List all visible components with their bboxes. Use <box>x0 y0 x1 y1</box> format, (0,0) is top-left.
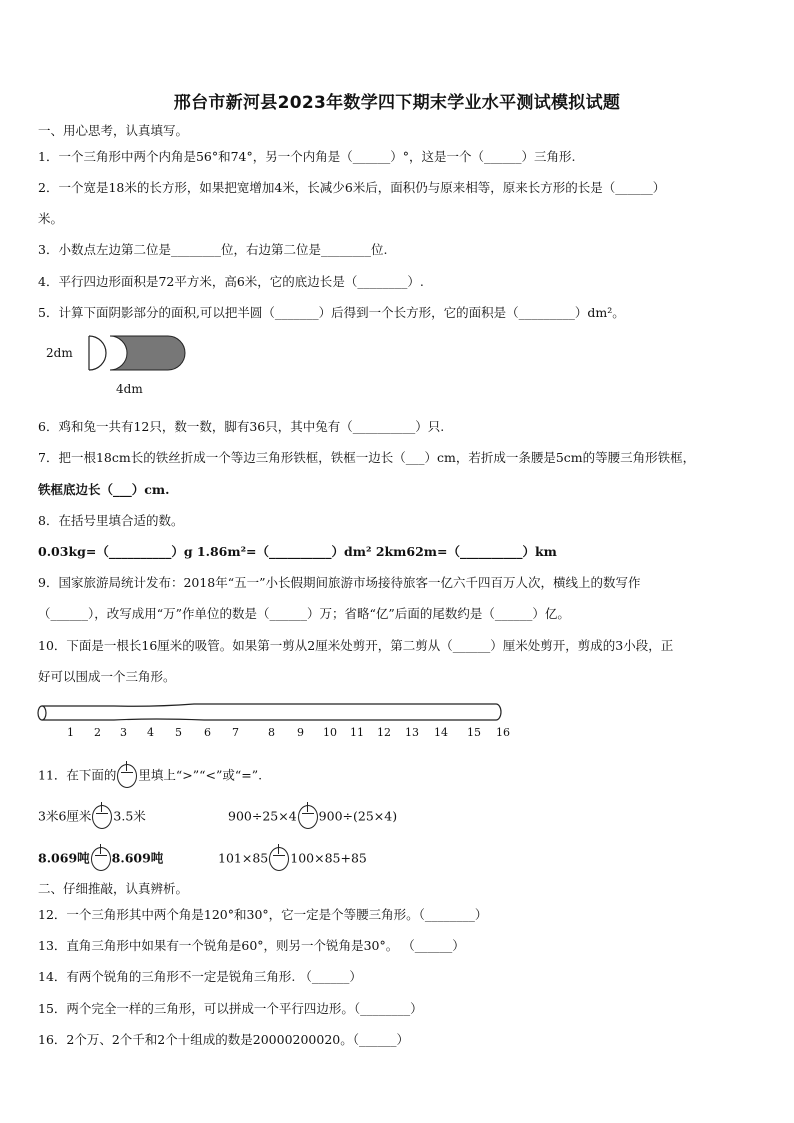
ruler-tick-12: 12 <box>377 726 391 739</box>
compare-circle-icon <box>117 764 137 788</box>
ruler-tick-2: 2 <box>94 726 101 739</box>
question-10-line-2: 好可以围成一个三角形。 <box>38 669 176 684</box>
section-2-heading: 二、仔细推敲，认真辨析。 <box>38 881 189 896</box>
question-6: 6．鸡和兔一共有12只，数一数，脚有36只，其中兔有（__________）只. <box>38 419 445 434</box>
compare-circle-icon[interactable] <box>92 805 112 829</box>
page-title: 邢台市新河县2023年数学四下期末学业水平测试模拟试题 <box>173 93 621 113</box>
question-14: 14．有两个锐角的三角形不一定是锐角三角形. （______） <box>38 969 362 984</box>
question-13: 13．直角三角形中如果有一个锐角是60°，则另一个锐角是30°。 （______） <box>38 938 465 953</box>
compare-circle-icon[interactable] <box>269 847 289 871</box>
question-16: 16．2个万、2个千和2个十组成的数是20000200020。（______） <box>38 1032 409 1047</box>
ruler-tick-10: 10 <box>323 726 337 739</box>
compare-4-right: 100×85+85 <box>290 850 367 866</box>
question-9-line-2: （______），改写成用“万”作单位的数是（______）万；省略“亿”后面的尾数约是（______）亿。 <box>38 606 570 621</box>
ruler-tick-11: 11 <box>350 726 364 739</box>
straw-ruler-figure <box>34 700 514 748</box>
ruler-tick-16: 16 <box>496 726 510 739</box>
compare-item-3 <box>38 847 163 871</box>
compare-2-left: 900÷25×4 <box>228 808 297 824</box>
question-10-line-1: 10．下面是一根长16厘米的吸管。如果第一剪从2厘米处剪开，第二剪从（______）厘米处剪开，剪成的3小段，正 <box>38 638 674 653</box>
compare-item-1 <box>38 805 146 829</box>
question-8: 8．在括号里填合适的数。 <box>38 513 184 528</box>
compare-circle-icon[interactable] <box>91 847 111 871</box>
ruler-tick-13: 13 <box>405 726 419 739</box>
question-11 <box>38 764 262 788</box>
compare-item-2 <box>228 805 397 829</box>
question-3: 3．小数点左边第二位是________位，右边第二位是________位. <box>38 242 388 257</box>
question-15: 15．两个完全一样的三角形，可以拼成一个平行四边形。（________） <box>38 1001 423 1016</box>
ruler-tick-5: 5 <box>175 726 182 739</box>
shaded-area-figure <box>44 332 204 402</box>
compare-item-4 <box>218 847 367 871</box>
ruler-tick-9: 9 <box>297 726 304 739</box>
ruler-tick-4: 4 <box>147 726 154 739</box>
question-2-line-1: 2．一个宽是18米的长方形，如果把宽增加4米，长减少6米后，面积仍与原来相等，原来长方形的长是（______） <box>38 180 666 195</box>
ruler-tick-14: 14 <box>434 726 448 739</box>
question-7-line-1: 7．把一根18cm长的铁丝折成一个等边三角形铁框，铁框一边长（___）cm，若折成一条腰是5cm的等腰三角形铁框， <box>38 450 696 465</box>
question-2-line-2: 米。 <box>38 211 64 226</box>
question-11-suffix: 里填上“>”“<”或“=”. <box>138 767 263 783</box>
compare-2-right: 900÷(25×4) <box>318 808 398 824</box>
question-12: 12．一个三角形其中两个角是120°和30°，它一定是个等腰三角形。（________） <box>38 907 488 922</box>
question-7-line-2: 铁框底边长（___）cm. <box>38 482 170 497</box>
compare-1-left: 3米6厘米 <box>38 808 92 824</box>
compare-3-left: 8.069吨 <box>38 850 90 866</box>
figure-width-label: 4dm <box>116 382 143 396</box>
question-5: 5．计算下面阴影部分的面积,可以把半圆（_______）后得到一个长方形，它的面积是（_________）dm²。 <box>38 305 625 320</box>
question-4: 4．平行四边形面积是72平方米，高6米，它的底边长是（________）. <box>38 274 424 289</box>
question-11-prefix: 11．在下面的 <box>38 767 117 783</box>
compare-1-right: 3.5米 <box>113 808 146 824</box>
figure-height-label: 2dm <box>46 346 73 360</box>
question-9-line-1: 9．国家旅游局统计发布：2018年“五一”小长假期间旅游市场接待旅客一亿六千四百万人次，横线上的数写作 <box>38 575 641 590</box>
ruler-tick-6: 6 <box>204 726 211 739</box>
compare-4-left: 101×85 <box>218 850 269 866</box>
ruler-tick-3: 3 <box>120 726 127 739</box>
question-1: 1．一个三角形中两个内角是56°和74°，另一个内角是（______）°，这是一个（______）三角形. <box>38 149 576 164</box>
ruler-tick-7: 7 <box>232 726 239 739</box>
compare-circle-icon[interactable] <box>298 805 318 829</box>
ruler-tick-15: 15 <box>467 726 481 739</box>
section-1-heading: 一、用心思考，认真填写。 <box>38 123 189 138</box>
ruler-tick-1: 1 <box>67 726 74 739</box>
compare-3-right: 8.609吨 <box>111 850 164 866</box>
ruler-tick-8: 8 <box>268 726 275 739</box>
question-8-items: 0.03kg=（__________）g 1.86m²=（__________）dm² 2km62m=（__________）km <box>38 544 557 559</box>
